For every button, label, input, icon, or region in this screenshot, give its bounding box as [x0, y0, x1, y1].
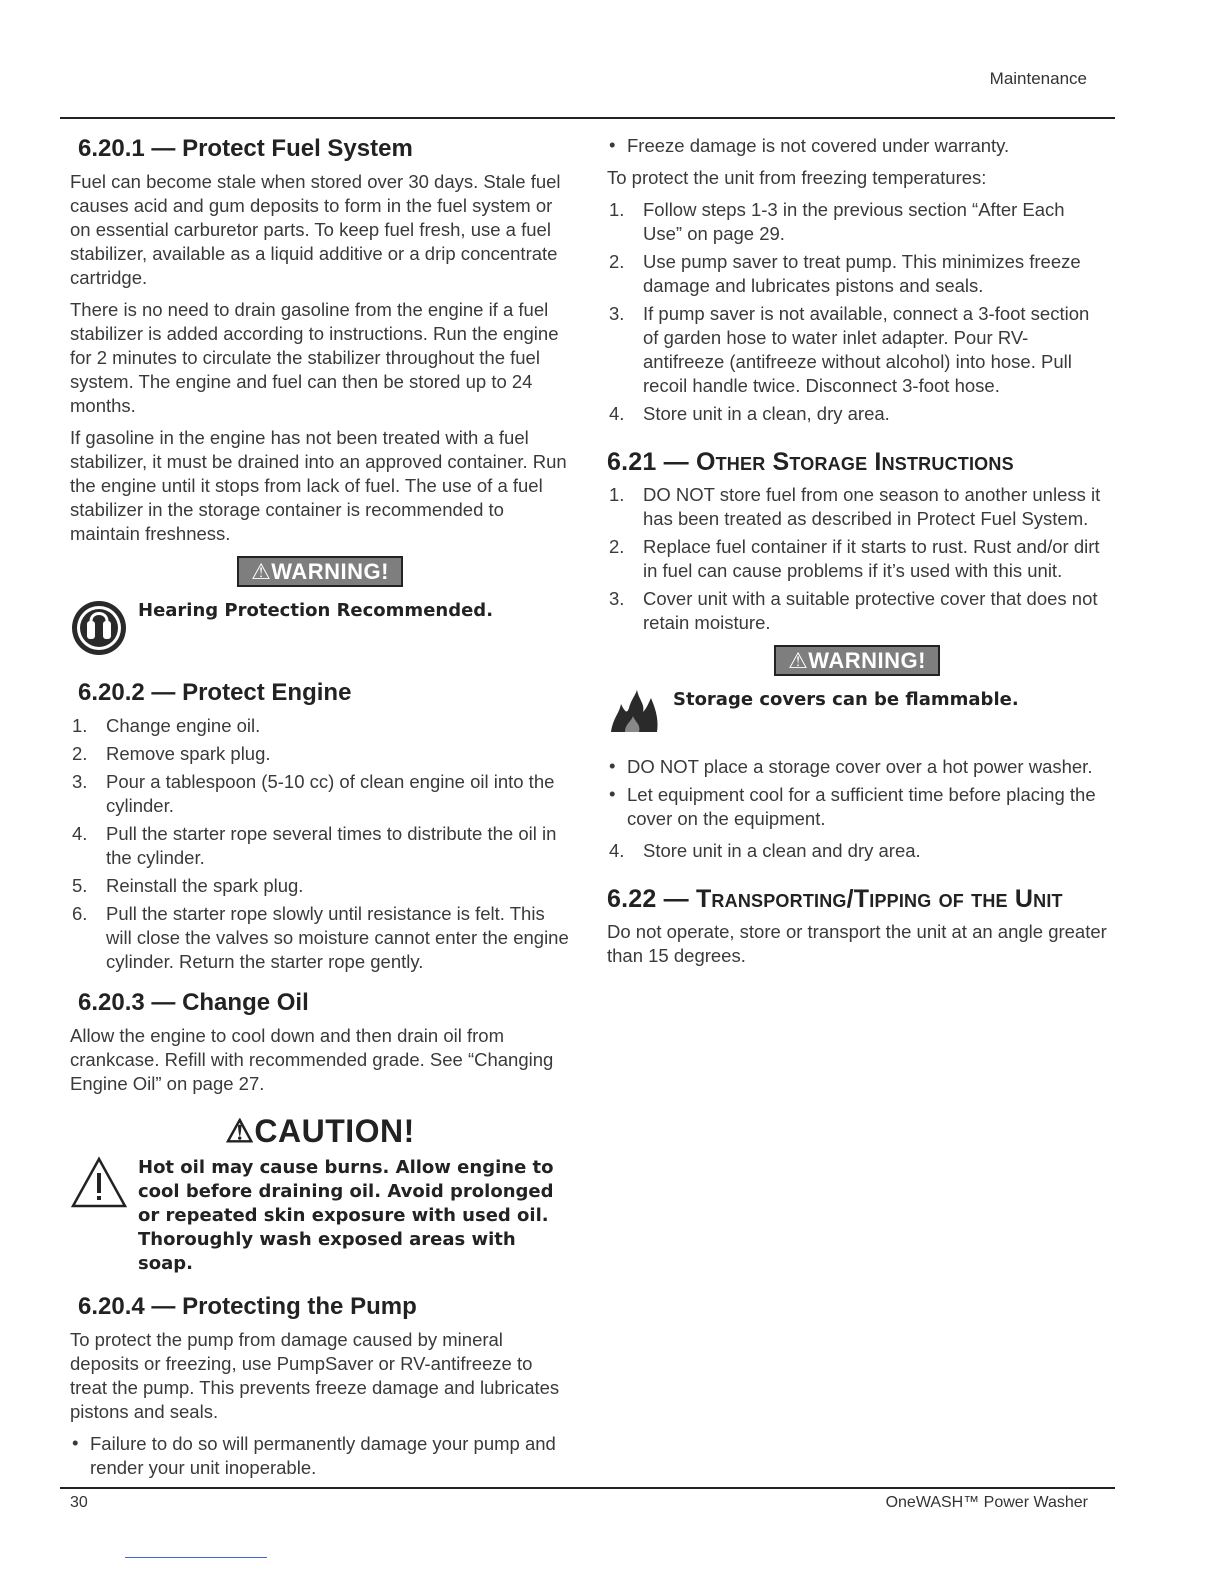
list-item: 1. DO NOT store fuel from one season to another unless it has been treated as described in Protect Fuel System. — [609, 484, 1101, 529]
left-column — [70, 134, 570, 1488]
product-name: OneWASH™ Power Washer — [885, 1494, 1088, 1511]
list-item: 1. Follow steps 1-3 in the previous section “After Each Use” on page 29. — [609, 199, 1065, 244]
cover-bullets — [607, 755, 1107, 831]
hearing-notice — [70, 599, 570, 662]
warning-text: Hearing Protection Recommended. — [138, 600, 494, 621]
paragraph: To protect the unit from freezing temperatures: — [607, 167, 987, 188]
warning-badge: ⚠WARNING! — [237, 556, 403, 587]
caution-title: ⚠CAUTION! — [225, 1113, 415, 1149]
warranty-bullet — [607, 134, 1107, 158]
hearing-protection-icon — [70, 599, 128, 662]
warning-text: Storage covers can be flammable. — [673, 689, 1019, 710]
list-item: 4. Store unit in a clean and dry area. — [609, 840, 921, 861]
final-step-list — [607, 839, 1107, 863]
running-header: Maintenance — [989, 69, 1087, 88]
list-item: 3. Cover unit with a suitable protective cover that does not retain moisture. — [609, 588, 1098, 633]
paragraph: Do not operate, store or transport the unit at an angle greater than 15 degrees. — [607, 921, 1107, 966]
heading-change-oil: 6.20.3 — Change Oil — [78, 989, 309, 1016]
footer-rule — [60, 1487, 1115, 1489]
list-item: • Failure to do so will permanently damage your pump and render your unit inoperable. — [72, 1432, 556, 1478]
list-item: 3. If pump saver is not available, connect a 3-foot section of garden hose to water inlet adapter. Pour RV-antifreeze (antifreeze without alcohol) into hose. Pull recoil handle twice. Disconnect 3-foot hose. — [609, 303, 1090, 396]
warning-badge: ⚠WARNING! — [774, 645, 940, 676]
heading-protecting-pump: 6.20.4 — Protecting the Pump — [78, 1293, 417, 1320]
list-item: 2. Remove spark plug. — [72, 743, 271, 764]
list-item: • Freeze damage is not covered under warranty. — [609, 134, 1010, 156]
list-item: 2. Use pump saver to treat pump. This minimizes freeze damage and lubricates pistons and seals. — [609, 251, 1081, 296]
list-item: • Let equipment cool for a sufficient time before placing the cover on the equipment. — [609, 783, 1096, 829]
right-column — [607, 134, 1107, 976]
heading-transporting: 6.22 — Transporting/Tipping of the Unit — [607, 885, 1063, 913]
page-number: 30 — [70, 1494, 88, 1511]
engine-steps-list — [70, 714, 570, 974]
header-rule — [60, 117, 1115, 119]
paragraph: Fuel can become stale when stored over 30 days. Stale fuel causes acid and gum deposits to form in the fuel system or on essential carburetor parts. To keep fuel fresh, use a fuel stabilizer, available as a liquid additive or a drip concentrate cartridge. — [70, 171, 561, 288]
caution-notice — [70, 1156, 570, 1276]
list-item: 2. Replace fuel container if it starts to rust. Rust and/or dirt in fuel can cause problems if it’s used with this unit. — [609, 536, 1100, 581]
list-item: • DO NOT place a storage cover over a hot power washer. — [609, 755, 1093, 777]
footer-underline — [125, 1557, 267, 1558]
pump-bullets — [70, 1432, 570, 1480]
paragraph: To protect the pump from damage caused by mineral deposits or freezing, use PumpSaver or RV-antifreeze to treat the pump. This prevents freeze damage and lubricates pistons and seals. — [70, 1329, 560, 1422]
list-item: 4. Pull the starter rope several times to distribute the oil in the cylinder. — [72, 823, 557, 868]
paragraph: There is no need to drain gasoline from the engine if a fuel stabilizer is added according to instructions. Run the engine for 2 minutes to circulate the stabilizer throughout the fuel system. The engine and fuel can then be stored up to 24 months. — [70, 299, 559, 416]
list-item: 1. Change engine oil. — [72, 715, 261, 736]
heading-protect-engine: 6.20.2 — Protect Engine — [78, 679, 352, 706]
flammable-notice — [607, 688, 1107, 739]
heading-other-storage: 6.21 — Other Storage Instructions — [607, 448, 1014, 476]
caution-text: Hot oil may cause burns. Allow engine to cool before draining oil. Avoid prolonged or repeated skin exposure with used oil. Thoroughly wash exposed areas with soap. — [138, 1157, 554, 1274]
list-item: 3. Pour a tablespoon (5-10 cc) of clean engine oil into the cylinder. — [72, 771, 555, 816]
list-item: 6. Pull the starter rope slowly until resistance is felt. This will close the valves so moisture cannot enter the engine cylinder. Return the starter rope gently. — [72, 903, 569, 972]
heading-protect-fuel-system: 6.20.1 — Protect Fuel System — [78, 135, 413, 162]
paragraph: If gasoline in the engine has not been treated with a fuel stabilizer, it must be drained into an approved container. Run the engine until it stops from lack of fuel. The use of a fuel stabilizer in the storage container is recommended to maintain freshness. — [70, 427, 567, 544]
paragraph: Allow the engine to cool down and then drain oil from crankcase. Refill with recommended grade. See “Changing Engine Oil” on page 27. — [70, 1025, 554, 1094]
list-item: 4. Store unit in a clean, dry area. — [609, 403, 890, 424]
caution-triangle-icon — [70, 1156, 128, 1215]
storage-steps-list — [607, 483, 1107, 635]
list-item: 5. Reinstall the spark plug. — [72, 875, 304, 896]
freeze-steps-list — [607, 198, 1107, 426]
fire-icon — [607, 688, 663, 739]
